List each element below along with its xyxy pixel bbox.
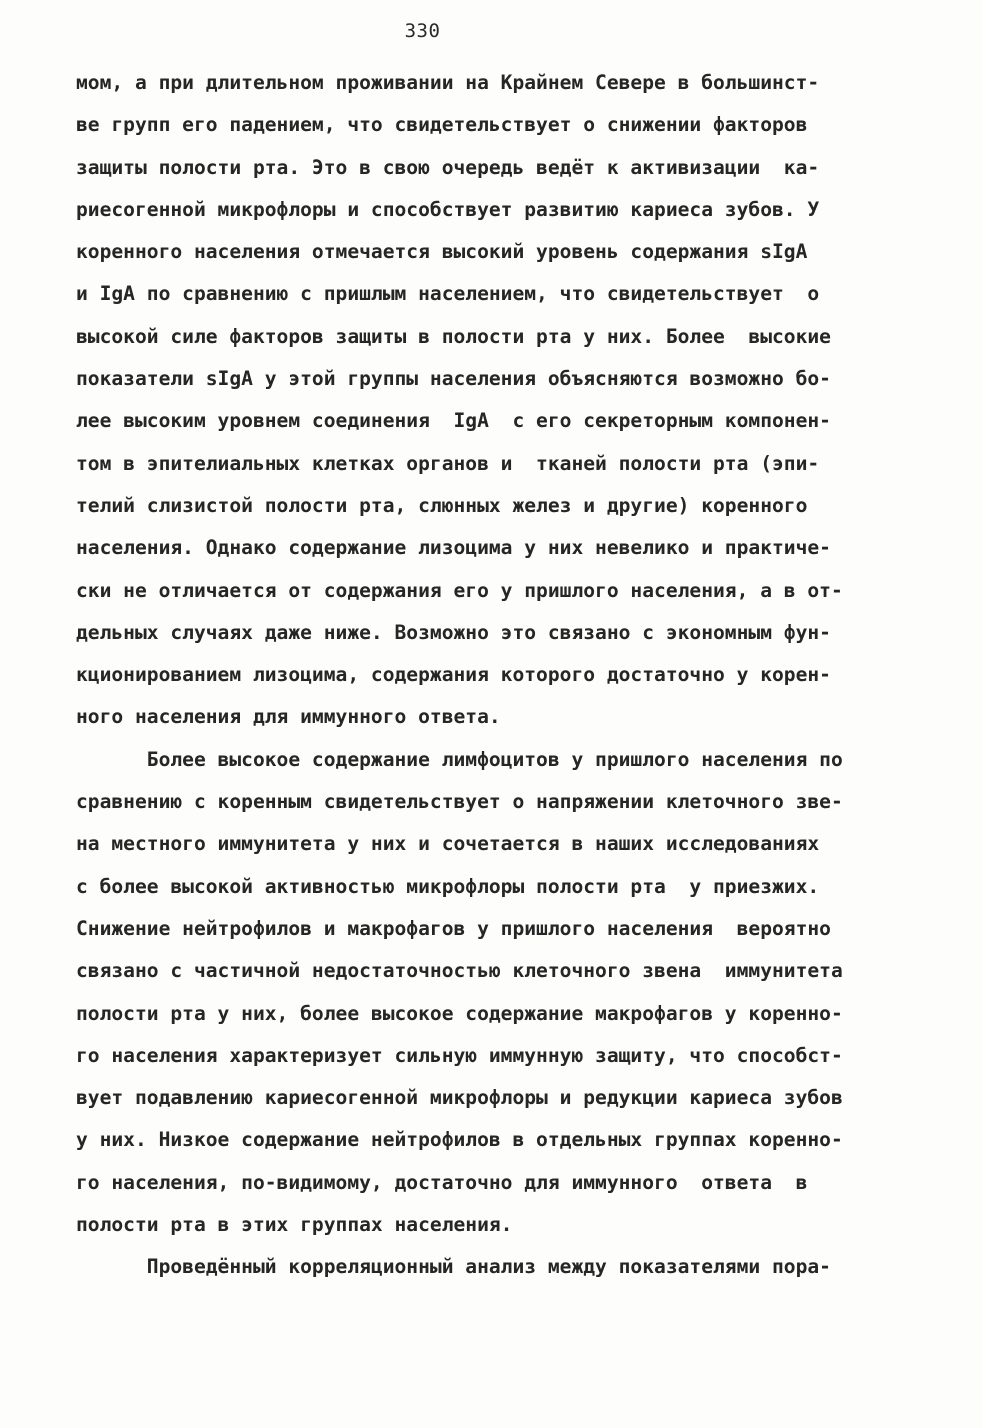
text-line: у них. Низкое содержание нейтрофилов в отдельных группах коренно- [76,1128,843,1152]
text-line: лее высоким уровнем соединения IgA с его секреторным компонен- [76,409,831,433]
text-line: мом, а при длительном проживании на Крайнем Севере в большинст- [76,71,820,94]
text-line: Более высокое содержание лимфоцитов у пришлого населения по [76,747,843,771]
text-line: кционированием лизоцима, содержания которого достаточно у корен- [76,663,831,687]
text-line: Снижение нейтрофилов и макрофагов у пришлого населения вероятно [76,916,831,940]
text-line: ве групп его падением, что свидетельствует о снижении факторов [76,113,808,137]
text-line: коренного населения отмечается высокий уровень содержания sIgA [76,240,808,264]
text-line: полости рта у них, более высокое содержание макрофагов у коренно- [76,1001,843,1025]
text-line: с более высокой активностью микрофлоры полости рта у приезжих. [76,874,820,898]
text-line: вует подавлению кариесогенной микрофлоры и редукции кариеса зубов [76,1086,843,1110]
text-line: на местного иммунитета у них и сочетается в наших исследованиях [76,832,820,856]
text-line: ски не отличается от содержания его у пришлого населения, а в от- [76,578,843,602]
text-line: риесогенной микрофлоры и способствует развитию кариеса зубов. У [76,197,820,221]
text-line: связано с частичной недостаточностью клеточного звена иммунитета [76,959,843,983]
body-text [76,62,916,1289]
text-line: том в эпителиальных клетках органов и тканей полости рта (эпи- [76,451,820,475]
text-line: показатели sIgA у этой группы населения объясняются возможно бо- [76,367,831,391]
text-line: и IgA по сравнению с пришлым населением, что свидетельствует о [76,282,820,306]
text-line: высокой силе факторов защиты в полости рта у них. Более высокие [76,324,831,348]
text-line: полости рта в этих группах населения. [76,1213,513,1237]
text-line: дельных случаях даже ниже. Возможно это связано с экономным фун- [76,620,831,644]
text-line: ного населения для иммунного ответа. [76,705,501,729]
page-number: 330 [404,20,441,42]
text-line: го населения, по-видимому, достаточно для иммунного ответа в [76,1170,808,1194]
text-line: сравнению с коренным свидетельствует о напряжении клеточного зве- [76,790,843,814]
text-line: населения. Однако содержание лизоцима у них невелико и практиче- [76,536,831,560]
text-line: телий слизистой полости рта, слюнных желез и другие) коренного [76,493,808,517]
text-line: го населения характеризует сильную иммунную защиту, что способст- [76,1043,843,1067]
text-line: Проведённый корреляционный анализ между показателями пора- [76,1255,831,1279]
text-line: защиты полости рта. Это в свою очередь ведёт к активизации ка- [76,155,820,179]
